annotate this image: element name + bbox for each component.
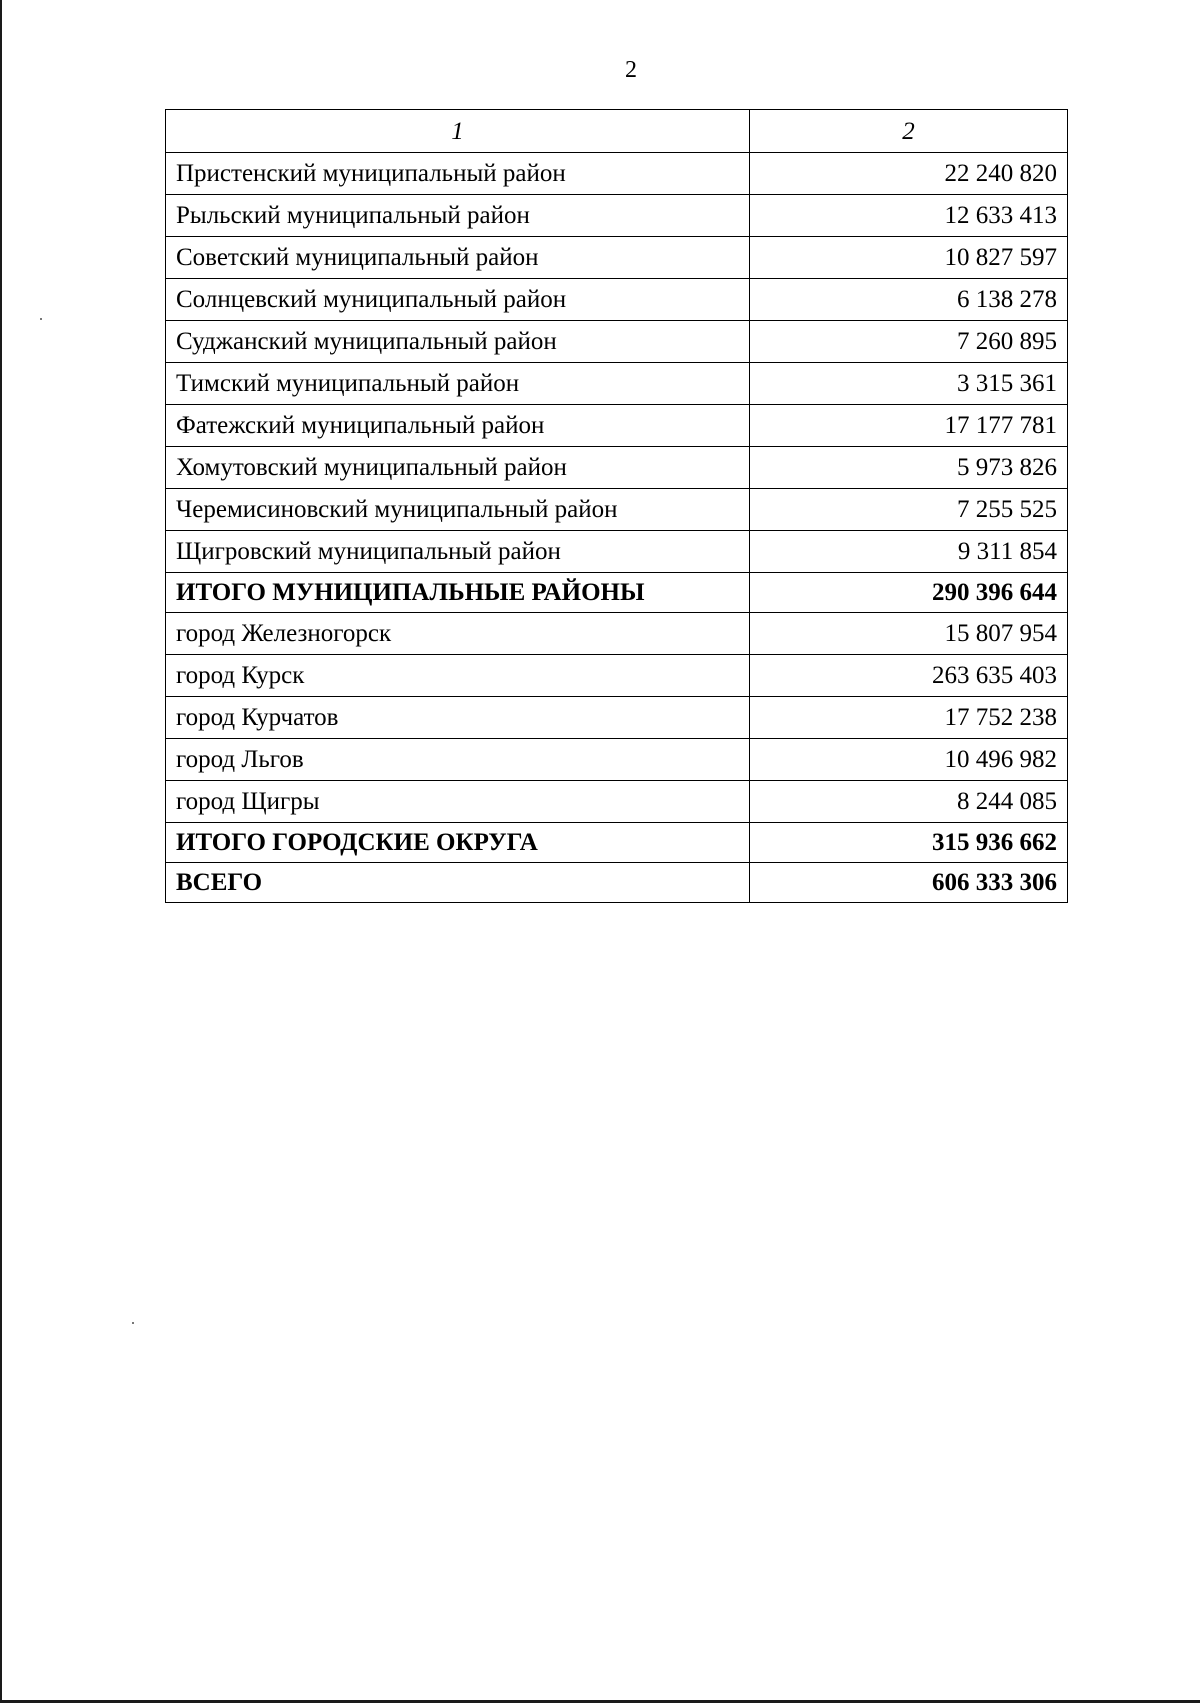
row-name: Советский муниципальный район [166, 237, 750, 279]
row-name: Тимский муниципальный район [166, 363, 750, 405]
row-value: 9 311 854 [750, 531, 1068, 573]
row-name: Черемисиновский муниципальный район [166, 489, 750, 531]
row-name: Щигровский муниципальный район [166, 531, 750, 573]
table-header-row [166, 110, 1068, 153]
row-name: город Курчатов [166, 697, 750, 739]
row-name: Суджанский муниципальный район [166, 321, 750, 363]
row-value: 7 255 525 [750, 489, 1068, 531]
column-header-2: 2 [750, 110, 1068, 153]
row-value: 7 260 895 [750, 321, 1068, 363]
row-name: город Курск [166, 655, 750, 697]
table-row [166, 613, 1068, 655]
column-header-1: 1 [166, 110, 750, 153]
row-value: 606 333 306 [750, 863, 1068, 903]
row-value: 315 936 662 [750, 823, 1068, 863]
table-total-row [166, 863, 1068, 903]
row-value: 290 396 644 [750, 573, 1068, 613]
row-name: ВСЕГО [166, 863, 750, 903]
table-row [166, 195, 1068, 237]
row-value: 10 827 597 [750, 237, 1068, 279]
table-body [166, 153, 1068, 903]
row-value: 3 315 361 [750, 363, 1068, 405]
budget-table [165, 109, 1068, 903]
table-row [166, 279, 1068, 321]
table-total-row [166, 823, 1068, 863]
row-name: Рыльский муниципальный район [166, 195, 750, 237]
row-name: Фатежский муниципальный район [166, 405, 750, 447]
table-row [166, 697, 1068, 739]
table-row [166, 531, 1068, 573]
table-row [166, 739, 1068, 781]
row-name: Хомутовский муниципальный район [166, 447, 750, 489]
row-name: ИТОГО МУНИЦИПАЛЬНЫЕ РАЙОНЫ [166, 573, 750, 613]
table-row [166, 447, 1068, 489]
row-value: 5 973 826 [750, 447, 1068, 489]
page-number: 2 [625, 57, 637, 83]
table-total-row [166, 573, 1068, 613]
row-value: 8 244 085 [750, 781, 1068, 823]
table-row [166, 153, 1068, 195]
scan-border-left [0, 0, 2, 1703]
row-value: 17 177 781 [750, 405, 1068, 447]
row-value: 10 496 982 [750, 739, 1068, 781]
row-value: 6 138 278 [750, 279, 1068, 321]
table-row [166, 363, 1068, 405]
row-name: ИТОГО ГОРОДСКИЕ ОКРУГА [166, 823, 750, 863]
row-name: Солнцевский муниципальный район [166, 279, 750, 321]
table-row [166, 321, 1068, 363]
table-row [166, 237, 1068, 279]
table-row [166, 405, 1068, 447]
scan-speck [132, 1322, 134, 1324]
scan-speck [40, 318, 42, 320]
table-row [166, 655, 1068, 697]
table-row [166, 489, 1068, 531]
row-name: город Щигры [166, 781, 750, 823]
row-value: 15 807 954 [750, 613, 1068, 655]
row-name: город Льгов [166, 739, 750, 781]
table-row [166, 781, 1068, 823]
row-value: 17 752 238 [750, 697, 1068, 739]
row-value: 22 240 820 [750, 153, 1068, 195]
row-name: город Железногорск [166, 613, 750, 655]
row-value: 263 635 403 [750, 655, 1068, 697]
row-name: Пристенский муниципальный район [166, 153, 750, 195]
row-value: 12 633 413 [750, 195, 1068, 237]
